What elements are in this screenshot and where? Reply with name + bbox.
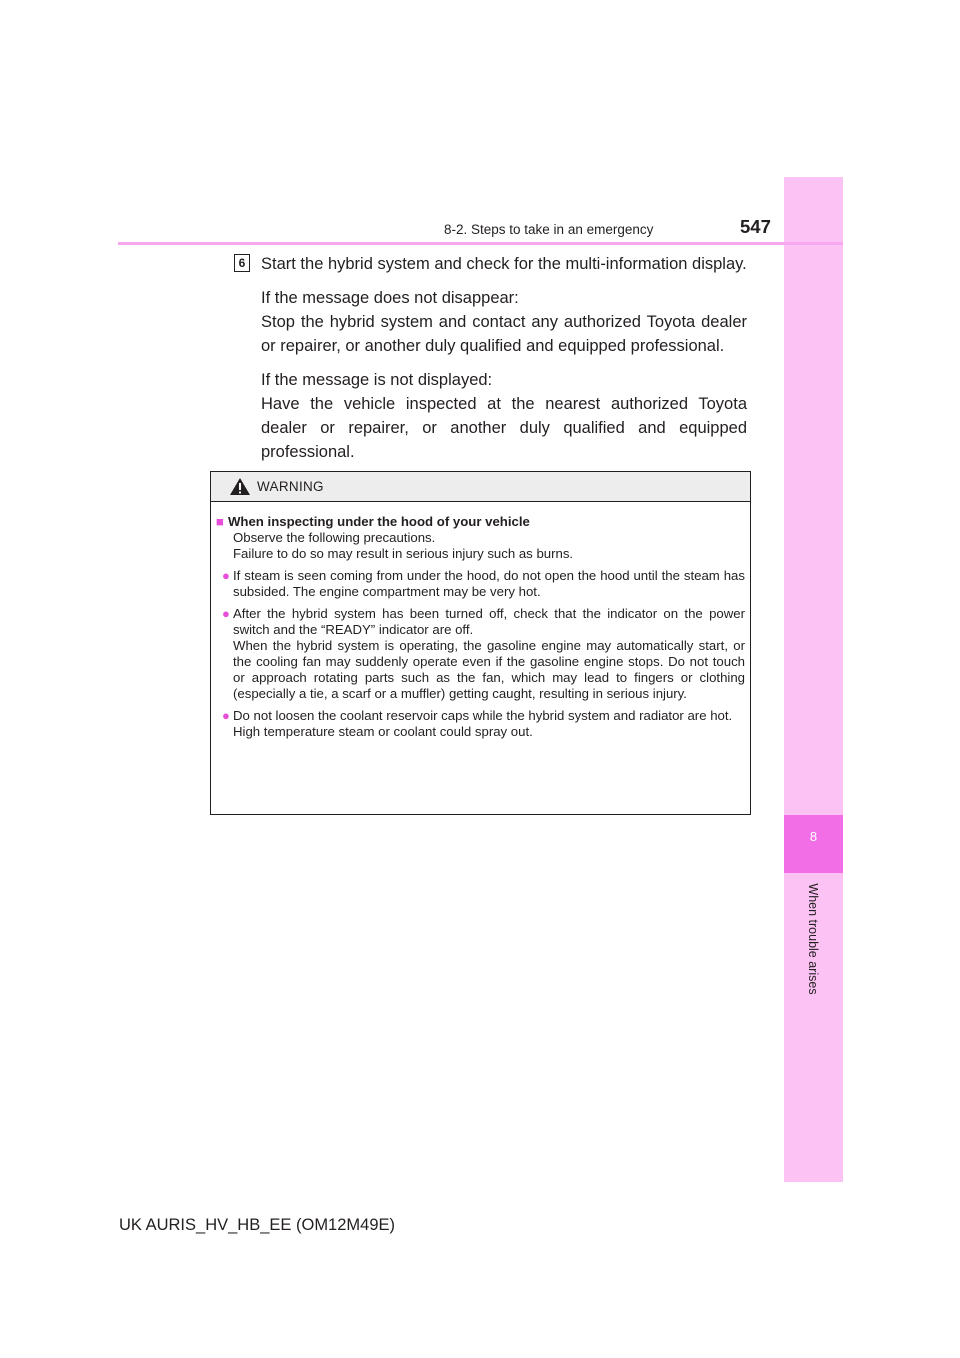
warning-bullet-text: High temperature steam or coolant could spray out. [233, 724, 533, 739]
warning-section-title [216, 514, 745, 530]
section-header: 8-2. Steps to take in an emergency [444, 222, 654, 237]
warning-bullet [216, 606, 745, 702]
header-rule [118, 242, 843, 245]
bullet-dot-icon: ● [222, 606, 230, 621]
chapter-title: When trouble arises [806, 883, 820, 995]
warning-intro: Failure to do so may result in serious injury such as burns. [233, 546, 574, 561]
model-code: UK AURIS_HV_HB_EE (OM12M49E) [119, 1216, 396, 1234]
step-number-badge: 6 [234, 254, 250, 272]
step-paragraph-group [261, 368, 747, 464]
warning-header [211, 472, 750, 502]
warning-bullet-text: When the hybrid system is operating, the gasoline engine may automatically start, or the cooling fan may suddenly operate even if the gasoline engine stops. Do not touch or approach rotating parts such as the fan, which may lead to fingers or clothing (especially a tie, a scarf or a muffler) getting caught, resulting in serious injury. [233, 638, 745, 701]
side-tab [784, 177, 843, 1182]
warning-bullet-text: Do not loosen the coolant reservoir caps while the hybrid system and radiator are hot. [233, 708, 733, 723]
warning-triangle-icon [229, 477, 251, 496]
warning-bullet-text: After the hybrid system has been turned off, check that the indicator on the power switch and the “READY” indicator are off. [233, 606, 745, 637]
bullet-dot-icon: ● [222, 568, 230, 583]
step-paragraph: If the message does not disappear: [261, 289, 519, 307]
step-paragraph: Have the vehicle inspected at the nearest authorized Toyota dealer or repairer, or another duly qualified and equipped professional. [261, 395, 747, 461]
step-paragraph: Stop the hybrid system and contact any authorized Toyota dealer or repairer, or another duly qualified and equipped professional. [261, 313, 747, 355]
step-paragraph: Start the hybrid system and check for the multi-information display. [261, 255, 747, 273]
chapter-number: 8 [809, 829, 818, 844]
warning-intro: Observe the following precautions. [233, 530, 436, 545]
warning-title: WARNING [257, 479, 324, 494]
warning-section-title-text: When inspecting under the hood of your vehicle [227, 514, 530, 529]
bullet-dot-icon: ● [222, 708, 230, 723]
square-bullet-icon: ■ [216, 514, 224, 529]
warning-bullet-text: If steam is seen coming from under the hood, do not open the hood until the steam has subsided. The engine compartment may be very hot. [233, 568, 745, 599]
step-text [261, 252, 747, 474]
side-tab-chapter-marker [784, 815, 843, 873]
warning-bullet [216, 708, 745, 740]
warning-bullet [216, 568, 745, 600]
page-number: 547 [740, 216, 771, 237]
warning-box [210, 471, 751, 815]
warning-body [216, 514, 745, 740]
step-paragraph-group [261, 286, 747, 358]
step-paragraph: If the message is not displayed: [261, 371, 493, 389]
